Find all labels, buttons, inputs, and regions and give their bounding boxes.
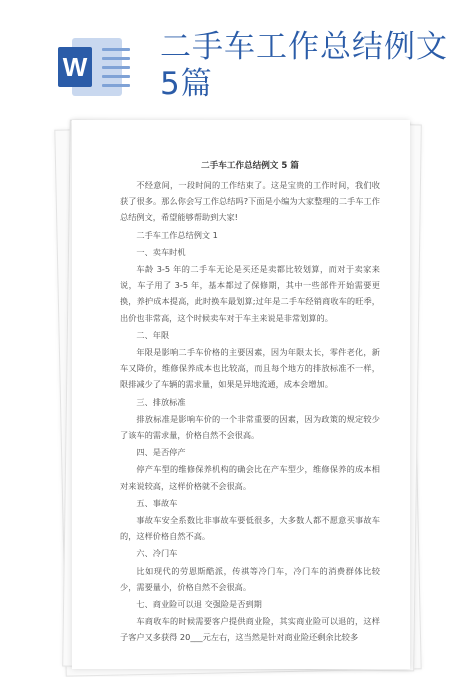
section-heading: 四、是否停产 — [136, 447, 186, 458]
paragraph: 排放标准是影响车价的一个非常重要的因素，因为政策的规定较少了该车的需求量，价格自然不会很高。 — [120, 413, 380, 441]
document-title: 二手车工作总结例文 5 篇 — [201, 161, 299, 171]
paragraph-intro: 不经意间，一段时间的工作结束了。这是宝贵的工作时间，我们收获了很多。那么你会写工作总结吗?下面是小编为大家整理的二手车工作总结例文，希望能够帮助到大家! — [120, 180, 380, 223]
section-heading: 六、冷门车 — [136, 548, 178, 559]
section-heading: 五、事故车 — [136, 497, 178, 508]
document-page — [72, 120, 410, 669]
paragraph: 比如现代的劳恩斯酷派，传祺等冷门车，冷门车的消费群体比较少，需要量小，价格自然不会很高。 — [120, 565, 380, 592]
page-title: 二手车工作总结例文5篇 — [160, 29, 448, 102]
header-banner — [0, 0, 474, 112]
paragraph: 事故车安全系数比非事故车要低很多，大多数人都不愿意买事故车的，这样价格自然不高。 — [120, 515, 380, 542]
paragraph: 年限是影响二手车价格的主要因素，因为年限太长，零件老化，新车又降价，维修保养成本也比较高，而且每个地方的排放标准不一样，限排减少了车辆的需求量，如果是异地流通，成本会增加。 — [120, 347, 380, 390]
section-heading: 三、排放标准 — [136, 396, 186, 407]
section-heading: 二手车工作总结例文 1 — [136, 229, 218, 240]
paragraph: 车龄 3-5 年的二手车无论是买还是卖都比较划算，而对于卖家来说，车子用了 3-5 年，基本都过了保修期，其中一些部件开始需要更换，养护成本提高，此时换车最划算;过年是二手车经销商收车的旺季，出价也非常高，这个时候卖车对于车主来说是非常划算的。 — [120, 264, 380, 323]
paragraph: 车商收车的时候需要客户提供商业险，其实商业险可以退的，这样子客户又多获得 20___元左右，这当然是针对商业险还剩余比较多 — [120, 616, 380, 643]
word-document-icon — [58, 38, 122, 96]
section-heading: 一、卖车时机 — [136, 246, 186, 257]
section-heading: 七、商业险可以退 交强险是否到期 — [136, 599, 262, 610]
section-heading: 二、年限 — [136, 329, 170, 340]
document-body — [120, 158, 380, 647]
document-preview — [64, 120, 416, 669]
paragraph: 停产车型的维修保养机构的确会比在产车型少，维修保养的成本相对来说较高，这样价格就不会很高。 — [120, 464, 380, 491]
text-lines-icon — [102, 48, 130, 93]
word-badge: W — [58, 47, 92, 87]
